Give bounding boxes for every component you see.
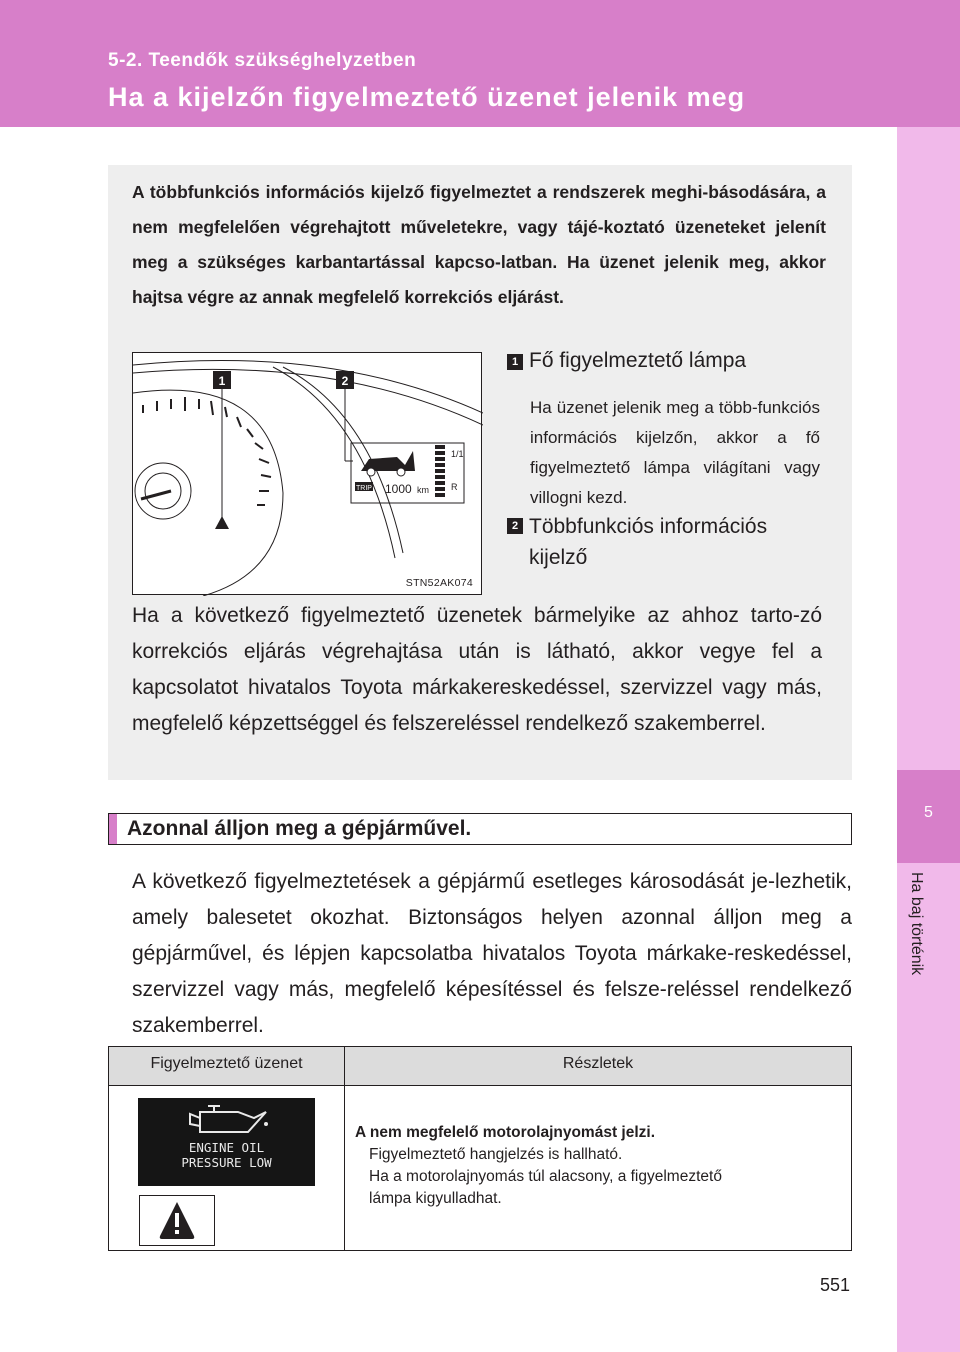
table-header-row [109, 1047, 851, 1086]
instrument-cluster-illustration [133, 353, 483, 596]
subsection-paragraph: A következő figyelmeztetések a gépjármű esetleges károsodását je-lezhetik, amely balesetet okozhat. Biztonságos helyen azonnal álljon meg a gépjárművel, és lépjen kapcsolatba hivatalos Toyota márkake-reskedéssel, szervizzel vagy más, megfelelő képesítéssel és felsze-reléssel rendelkező szakemberrel. [132, 870, 852, 1037]
oil-can-icon [138, 1098, 315, 1142]
intro-bold-text: A többfunkciós információs kijelző figyelmeztet a rendszerek meghi-básodására, a nem megfelelően végrehajtott műveletekre, vagy tájé-koztató üzeneteket jelenít meg a szükséges karbantartással kapcso-latban. Ha üzenet jelenik meg, akkor hajtsa végre az annak megfelelő korrekciós eljárást. [132, 182, 826, 307]
warning-triangle-icon [140, 1196, 214, 1245]
engine-oil-text [138, 1140, 315, 1170]
item-1-title: Fő figyelmeztető lámpa [529, 349, 747, 372]
detail-line4: lámpa kigyulladhat. [369, 1190, 502, 1207]
table-divider [344, 1047, 345, 1250]
item-2-title-line1: Többfunkciós információs [529, 515, 768, 538]
odometer-unit: km [417, 485, 429, 495]
oil-text-line2: PRESSURE LOW [181, 1155, 272, 1170]
odometer-value: 1000 [385, 482, 412, 496]
gauge-f-label: 1/1 [451, 449, 464, 459]
chapter-number: 5 [924, 804, 933, 821]
detail-line2: Figyelmeztető hangjelzés is hallható. [369, 1146, 623, 1163]
item-1-badge: 1 [507, 354, 523, 370]
callout-2: 2 [341, 374, 349, 388]
table-detail [355, 1122, 825, 1210]
intro-paragraph: Ha a következő figyelmeztető üzenetek bármelyike az ahhoz tarto-zó korrekciós eljárás végrehajtása után is látható, akkor vegye fel a kapcsolatot hivatalos Toyota márkakereskedéssel, szervizzel vagy más, megfelelő képzettséggel és felszereléssel rendelkező szakemberrel. [132, 604, 822, 735]
subsection-heading-box [108, 813, 852, 845]
trip-label: TRIP [356, 485, 372, 492]
subsection-heading: Azonnal álljon meg a gépjárművel. [127, 817, 472, 840]
table-header-message: Figyelmeztető üzenet [150, 1055, 303, 1072]
warning-lamp-box [139, 1195, 215, 1246]
item-2-badge: 2 [507, 518, 523, 534]
figure-code: STN52AK074 [405, 577, 473, 589]
item-2-title-line2: kijelző [529, 546, 588, 569]
detail-bold: A nem megfelelő motorolajnyomást jelzi. [355, 1124, 656, 1141]
table-header-details: Részletek [562, 1055, 634, 1072]
engine-oil-display [138, 1098, 315, 1186]
page-number: 551 [820, 1275, 851, 1295]
item-1-description: Ha üzenet jelenik meg a több-funkciós információs kijelzőn, akkor a fő figyelmeztető lámpa világítani vagy villogni kezd. [530, 398, 820, 507]
chapter-title: Ha baj történik [908, 872, 925, 976]
gauge-r-label: R [451, 482, 458, 492]
warning-table [108, 1046, 852, 1251]
subsection-heading-bar [109, 814, 117, 844]
detail-line3: Ha a motorolajnyomás túl alacsony, a figyelmeztető [369, 1168, 722, 1185]
dashboard-figure [132, 352, 482, 595]
oil-text-line1: ENGINE OIL [188, 1140, 265, 1155]
section-label: 5-2. Teendők szükséghelyzetben [108, 50, 417, 71]
side-tab-strip [897, 127, 960, 1352]
callout-1: 1 [218, 374, 226, 388]
page-title: Ha a kijelzőn figyelmeztető üzenet jelenik meg [108, 82, 746, 112]
